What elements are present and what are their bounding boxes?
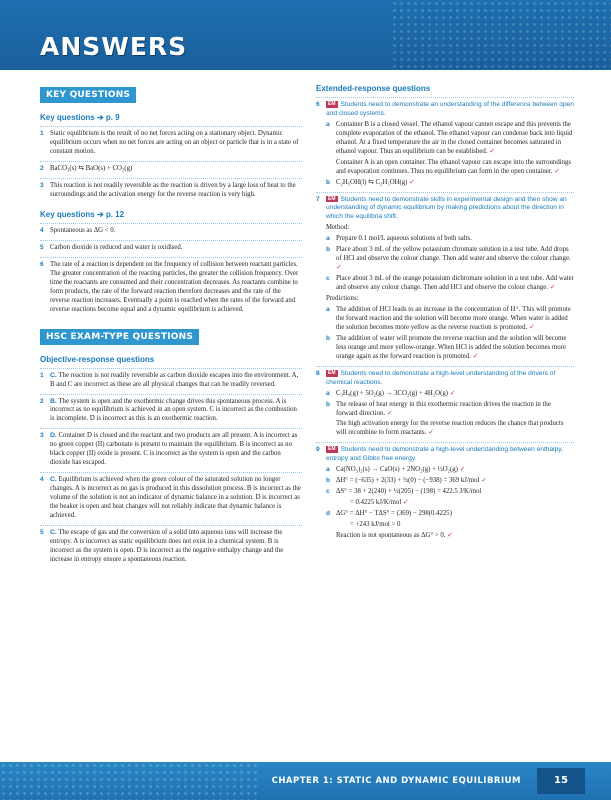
- tick-icon: ✓: [402, 499, 409, 507]
- answer-letter: C.: [50, 529, 57, 537]
- equation: C₂H₅OH(l) ⇆ C₂H₅OH(g): [336, 178, 408, 186]
- tick-icon: ✓: [549, 284, 556, 292]
- question-number: 1: [40, 371, 44, 379]
- question-number: 2: [40, 164, 44, 172]
- answer-text: Place about 3 mL of the yellow potassium chromate solution in a test tube. Add drops of HCl and observe the colour change. Then add water and observe the colour change.: [336, 246, 571, 263]
- part-a: a C₃H₈(g) + 5O₂(g) → 3CO₂(g) + 4H₂O(g) ✓: [326, 389, 456, 397]
- page-number: 15: [537, 768, 585, 794]
- objective-question-4: [40, 472, 302, 525]
- banner-dot-pattern: [391, 0, 611, 70]
- tick-icon: ✓: [409, 178, 415, 186]
- key-question-4: [40, 223, 302, 240]
- key-question-2: [40, 161, 302, 178]
- key-questions-subheading-1: Key questions ➔ p. 9: [40, 113, 120, 122]
- question-lead: Students need to demonstrate skills in experimental design and then show an understanding of dynamic equilibrium by making predictions about the direction in which the equilibria shift.: [326, 195, 567, 221]
- tick-icon: ✓: [428, 429, 434, 437]
- objective-question-3: [40, 428, 302, 472]
- part-a: a Container B is a closed vessel. The ethanol vapour cannot escape and this prevents the complete evaporation of the ethanol. The ethanol vapour can condense back into liquid ethanol. At a fixed temperature the air in the closed container becomes saturated in ethanol vapour. Thus an equilibrium can be established. ✓: [326, 120, 573, 155]
- question-number: 4: [40, 476, 44, 484]
- tick-icon: ✓: [554, 167, 560, 175]
- equation: ΔS° = 38 + 2(240) + ½(205) − (198) = 422.5 J/K/mol: [336, 488, 482, 496]
- answer-text: The rate of a reaction is dependent on the frequency of collision between reactant particles. The greater concentration of the reacting particles, the greater the collision frequency. Over time the reactants are consumed and their concentration decreases. As reactants combine to form products, the rate of the forward reaction therefore decreases and the rate of the reverse reaction increases. Eventually a point is reached when the rates of the forward and reverse reactions become equal and a dynamic equilibrium is achieved.: [50, 260, 299, 313]
- question-number: 5: [40, 529, 44, 537]
- answer-text: Container A is an open container. The ethanol vapour can escape into the surroundings and evaporation continues. Thus no equilibrium can form in the open container.: [336, 158, 572, 175]
- question-number: 9: [316, 446, 320, 454]
- objective-response-subheading: Objective-response questions: [40, 354, 155, 364]
- question-lead: Students need to demonstrate a high-level understanding of the drivers of chemical reactions.: [326, 369, 556, 386]
- extended-question-8: [316, 366, 574, 443]
- chapter-title: CHAPTER 1: STATIC AND DYNAMIC EQUILIBRIUM: [271, 776, 521, 786]
- question-number: 1: [40, 130, 44, 137]
- answer-text: The release of heat energy in this exothermic reaction drives the reaction in the forward direction.: [336, 400, 551, 417]
- method-a: a Prepare 0.1 mol/L aqueous solutions of both salts.: [326, 235, 574, 244]
- key-questions-subheading-2: Key questions ➔ p. 12: [40, 209, 125, 219]
- page-title: ANSWERS: [40, 32, 188, 61]
- extended-question-9: [316, 442, 574, 545]
- hsc-heading: HSC EXAM-TYPE QUESTIONS: [40, 329, 199, 345]
- question-number: 7: [316, 195, 320, 203]
- answer-letter: D.: [50, 432, 57, 440]
- answer-text: Equilibrium is achieved when the green colour of the saturated solution no longer changes. A is incorrect as no gas is produced in this dissolution process. B is incorrect as the volume of the solution is not an indicator of dynamic balance in a solution. D is incorrect as the beaker is open and heat changes will not reliably indicate that dynamic balance is achieved.: [50, 476, 301, 520]
- answer-text: The system is open and the exothermic change drives this spontaneous process. A is incorrect as no equilibrium is achieved in an open system. C is incorrect as the combustion is incomplete. D is incorrect as this is an exothermic reaction.: [50, 397, 297, 423]
- tick-icon: ✓: [449, 389, 456, 397]
- equation: ΔG° = ΔH° − TΔS° = (369) − 298(0.4225): [336, 510, 452, 518]
- tick-icon: ✓: [481, 477, 487, 485]
- question-number: 6: [316, 101, 320, 108]
- key-question-3: [40, 178, 302, 204]
- part-b: b C₂H₅OH(l) ⇆ C₂H₅OH(g) ✓: [326, 178, 415, 186]
- answer-text: The reaction is not readily reversible as carbon dioxide escapes into the environment. A, B and C are incorrect as these are all physical changes that can be readily reversed.: [50, 371, 299, 388]
- extended-response-heading: Extended-response questions: [316, 84, 431, 93]
- answer-text: Spontaneous as ΔG < 0.: [50, 226, 116, 234]
- method-c: c Place about 3 mL of the orange potassium dichromate solution in a test tube. Add water and observe any colour change. Then add HCl and observe the colour change. ✓: [326, 275, 574, 292]
- footer-bar: [0, 762, 611, 800]
- question-number: 3: [40, 181, 44, 189]
- key-question-5: [40, 240, 302, 257]
- answer-text: The addition of HCl leads to an increase in the concentration of H⁺. This will promote the forward reaction and the solution will become more orange. When water is added the solution becomes more yellow as the reverse reaction is promoted.: [336, 305, 571, 331]
- method-label: Method:: [326, 224, 350, 232]
- extended-question-6: [316, 97, 574, 192]
- answer-letter: C.: [50, 476, 57, 484]
- tick-icon: ✓: [336, 264, 342, 272]
- answer-text: Container B is a closed vessel. The ethanol vapour cannot escape and this prevents the complete evaporation of the ethanol. The ethanol vapour can condense back into liquid ethanol. At a fixed temperature the air in the closed container becomes saturated in ethanol vapour. Thus an equilibrium can be established.: [336, 120, 573, 155]
- footer-dot-pattern: [0, 762, 260, 800]
- em-badge: EM: [328, 195, 336, 202]
- key-question-1: [40, 126, 302, 161]
- question-number: 4: [40, 226, 44, 234]
- equation: = 0.4225 kJ/K/mol: [350, 499, 402, 507]
- answer-text: The high activation energy for the reverse reaction reduces the chance that products will recombine to form reactants.: [336, 420, 564, 437]
- equation: Ca(NO₃)₂(s) → CaO(s) + 2NO₂(g) + ½O₂(g): [336, 466, 458, 474]
- answer-text: Carbon dioxide is reduced and water is oxidised.: [50, 243, 183, 251]
- answer-text: This reaction is not readily reversible as the reaction is driven by a large loss of heat to the surroundings and the activation energy for the reverse reaction is very high.: [50, 181, 296, 198]
- em-badge: EM: [328, 369, 336, 376]
- answer-text: Container D is closed and the reactant and two products are all present. A is incorrect as no green copper (II) carbonate is present to maintain the equilibrium. B is incorrect as no black copper (II) oxide is present. C is incorrect as the system is open and the carbon dioxide has escaped.: [50, 432, 298, 467]
- right-column: [316, 84, 574, 545]
- answer-text: Prepare 0.1 mol/L aqueous solutions of both salts.: [336, 235, 472, 243]
- objective-question-1: [40, 368, 302, 394]
- answer-text: The addition of water will promote the reverse reaction and the solution will become less orange and more yellow-orange. When HCl is added the solution becomes more orange again as the forward reaction is promoted.: [336, 334, 567, 360]
- left-column: [40, 84, 302, 569]
- em-badge: EM: [328, 446, 336, 453]
- question-number: 8: [316, 369, 320, 377]
- part-b: b The release of heat energy in this exothermic reaction drives the reaction in the forward direction. ✓: [326, 400, 551, 417]
- answer-text: BaCO₃(s) ⇆ BaO(s) + CO₂(g): [50, 164, 133, 172]
- question-lead: Students need to demonstrate a high-level understanding between enthalpy, entropy and Gibbs free energy.: [326, 446, 563, 463]
- answer-letter: B.: [50, 397, 57, 405]
- question-lead: Students need to demonstrate an understanding of the difference between open and closed systems.: [326, 101, 574, 117]
- answer-text: Place about 3 mL of the orange potassium dichromate solution in a test tube. Add water and observe any colour change. Then add HCl and observe the colour change.: [336, 275, 574, 292]
- part-d: d ΔG° = ΔH° − TΔS° = (369) − 298(0.4225): [326, 510, 574, 519]
- tick-icon: ✓: [447, 532, 453, 540]
- tick-icon: ✓: [386, 409, 393, 417]
- predictions-label: Predictions:: [326, 295, 359, 303]
- question-number: 5: [40, 243, 44, 251]
- tick-icon: ✓: [459, 466, 466, 474]
- method-b: b Place about 3 mL of the yellow potassium chromate solution in a test tube. Add drops of HCl and observe the colour change. Then add water and observe the colour change. ✓: [326, 246, 571, 272]
- equation: = +243 kJ/mol > 0: [350, 521, 401, 529]
- answer-text: Reaction is not spontaneous as ΔG° > 0.: [336, 532, 446, 540]
- objective-question-5: [40, 525, 302, 569]
- em-badge: EM: [328, 101, 336, 107]
- tick-icon: ✓: [528, 323, 535, 331]
- objective-question-2: [40, 394, 302, 429]
- prediction-b: b The addition of water will promote the reverse reaction and the solution will become less orange and more yellow-orange. When HCl is added the solution becomes more orange again as the forward reaction is promoted. ✓: [326, 334, 567, 360]
- equation: C₃H₈(g) + 5O₂(g) → 3CO₂(g) + 4H₂O(g): [336, 389, 449, 397]
- question-number: 3: [40, 432, 44, 440]
- key-questions-heading: KEY QUESTIONS: [40, 87, 136, 103]
- question-number: 6: [40, 260, 44, 268]
- answer-letter: C.: [50, 371, 57, 379]
- tick-icon: ✓: [472, 352, 479, 360]
- answer-text: The escape of gas and the conversion of a solid into aqueous ions will increase the entropy. A is incorrect as static equilibrium does not exist in a chemical system. B is incorrect as the system is open. D is incorrect as the negative enthalpy change and the increase in entropy ensure a spontaneous reaction.: [50, 529, 284, 564]
- answer-text: Static equilibrium is the result of no net forces acting on a stationary object. Dynamic equilibrium occurs when no net forces are acting on an object or particle that is in a state of constant motion.: [50, 130, 299, 155]
- extended-question-7: [316, 192, 574, 366]
- part-a: a Ca(NO₃)₂(s) → CaO(s) + 2NO₂(g) + ½O₂(g) ✓: [326, 466, 466, 474]
- part-c: c ΔS° = 38 + 2(240) + ½(205) − (198) = 422.5 J/K/mol: [326, 488, 574, 497]
- header-banner: [0, 0, 611, 70]
- key-question-6: [40, 257, 302, 319]
- equation: ΔH° = (−635) + 2(33) + ½(0) − (−938) = 369 kJ/mol: [336, 477, 480, 485]
- prediction-a: a The addition of HCl leads to an increase in the concentration of H⁺. This will promote the forward reaction and the solution will become more orange. When water is added the solution becomes more yellow as the reverse reaction is promoted. ✓: [326, 305, 571, 331]
- part-b: b ΔH° = (−635) + 2(33) + ½(0) − (−938) = 369 kJ/mol ✓: [326, 477, 487, 485]
- tick-icon: ✓: [489, 147, 495, 155]
- question-number: 2: [40, 397, 44, 405]
